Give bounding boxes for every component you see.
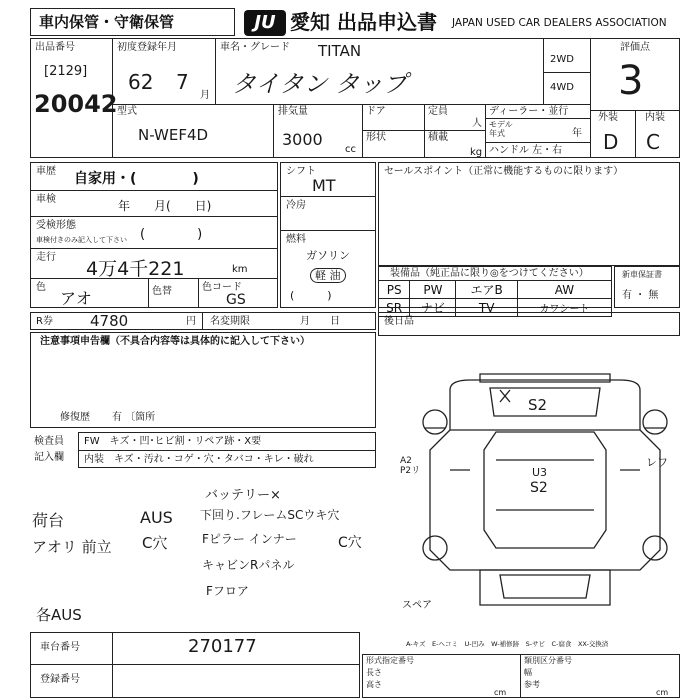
ju-logo: JU xyxy=(244,10,286,36)
model-year-label: モデル 年式 xyxy=(489,120,513,138)
inspector-interior-row: 内装 キズ・汚れ・コゲ・穴・タバコ・キレ・破れ xyxy=(84,454,314,465)
cc-unit: cc xyxy=(345,144,356,155)
acceptance-label: 受検形態 xyxy=(36,220,76,231)
equipment-item: ナビ xyxy=(410,299,456,317)
acceptance-paren: ( ) xyxy=(140,227,203,242)
repair-value: 有 〔箇所 xyxy=(112,412,156,423)
recycle-unit: 円 xyxy=(186,316,196,327)
association-name: JAPAN USED CAR DEALERS ASSOCIATION xyxy=(452,17,667,29)
fuel-diesel: 軽 油 xyxy=(310,268,346,283)
mileage-label: 走行 xyxy=(36,252,56,263)
displacement-value: 3000 xyxy=(282,130,323,149)
cm-unit: cm xyxy=(494,688,507,697)
equipment-item: PS xyxy=(379,281,410,299)
color-code-label: 色コード xyxy=(202,282,242,293)
equipment-item: SR xyxy=(379,299,410,317)
shift-value: MT xyxy=(312,176,336,195)
cm-unit: cm xyxy=(656,688,669,697)
spare-label: スペア xyxy=(402,600,432,611)
form-number-label: 形式指定番号 xyxy=(366,656,414,665)
inspector-fw-row: FW キズ・凹･ヒビ割・リペア跡・X要 xyxy=(84,436,262,447)
height-label: 高さ xyxy=(366,680,382,689)
back-sheet-block xyxy=(378,312,680,336)
diagram-mark-right: レワ xyxy=(646,456,668,469)
equipment-item: カワシート xyxy=(517,299,611,317)
registration-number-label: 登録番号 xyxy=(40,674,80,685)
registration-month: 7 xyxy=(176,70,189,94)
diagram-mark-mid-1: U3 xyxy=(532,466,548,479)
capacity-label: 定員 xyxy=(428,106,448,117)
drive-2wd: 2WD xyxy=(550,54,574,65)
equipment-label: 装備品（純正品に限り◎をつけてください） xyxy=(390,268,589,279)
equipment-item: PW xyxy=(410,281,456,299)
hw-note: AUS xyxy=(140,508,173,527)
length-label: 長さ xyxy=(366,668,382,677)
color-code-value: GS xyxy=(226,292,246,308)
interior-value: C xyxy=(646,130,660,154)
diagram-mark-left: A2 P2リ xyxy=(400,456,421,476)
width-label: 幅 xyxy=(524,668,532,677)
hw-note: 各AUS xyxy=(36,606,82,624)
hw-note: バッテリー× xyxy=(205,488,281,503)
model-name-jp: タイタン タップ xyxy=(232,70,408,98)
fuel-gasoline: ガソリン xyxy=(306,249,350,262)
chassis-label: 車台番号 xyxy=(40,642,80,653)
fuel-paren: ( ) xyxy=(290,289,332,302)
remark-label: 参考 xyxy=(524,680,540,689)
damage-legend: A-キズ E-ヘコミ U-凹み W-補修跡 S-サビ C-腐食 XX-交換済 xyxy=(406,640,609,648)
mileage-unit: km xyxy=(232,264,248,275)
diagram-mark-top: S2 xyxy=(528,396,548,414)
interior-label: 内装 xyxy=(645,112,665,123)
door-label: ドア xyxy=(366,106,386,117)
hw-note: Fフロア xyxy=(206,584,249,598)
load-unit: kg xyxy=(470,147,483,158)
hw-note: Fピラー インナー xyxy=(202,532,297,546)
fuel-label: 燃料 xyxy=(286,234,306,245)
storage-label: 車内保管・守衛保管 xyxy=(39,13,175,31)
acceptance-sub: 車検付きのみ記入して下さい xyxy=(36,236,127,244)
load-label: 積載 xyxy=(428,132,448,143)
registration-month-unit: 月 xyxy=(200,90,210,101)
form-title: 愛知 出品申込書 xyxy=(290,10,437,34)
ac-label: 冷房 xyxy=(286,200,306,211)
equipment-item: エアB xyxy=(456,281,517,299)
year-unit: 年 xyxy=(572,128,582,139)
inspection-label: 車検 xyxy=(36,194,56,205)
back-sheet-label: 後日品 xyxy=(384,316,414,327)
warranty-value: 有 ・ 無 xyxy=(622,290,659,301)
equipment-item: TV xyxy=(456,299,517,317)
exterior-label: 外装 xyxy=(598,112,618,123)
inspector-label-1: 検査員 xyxy=(34,436,64,447)
inspection-value: 年 月( 日) xyxy=(118,199,212,213)
exterior-value: D xyxy=(603,130,619,154)
hw-note: 荷台 xyxy=(32,511,65,530)
capacity-unit: 人 xyxy=(472,118,482,129)
history-label: 車歴 xyxy=(36,166,56,177)
handle-label: ハンドル 左・右 xyxy=(489,145,563,156)
storage-label-box xyxy=(30,8,235,36)
diagram-mark-mid-2: S2 xyxy=(530,480,548,496)
registration-label: 初度登録年月 xyxy=(117,42,177,53)
mileage-value: 4万4千221 xyxy=(86,258,185,280)
hw-note: キャビンRパネル xyxy=(202,558,295,572)
lot-number: 20042 xyxy=(34,90,118,118)
registration-year: 62 xyxy=(128,70,154,94)
history-value: 自家用・( ) xyxy=(74,171,199,187)
hw-note: アオリ 前立 xyxy=(32,538,112,556)
repair-label: 修復歴 xyxy=(60,412,90,423)
shift-label: シフト xyxy=(286,166,316,177)
recycle-label: R券 xyxy=(36,316,53,327)
hw-note: C穴 xyxy=(142,534,168,552)
shape-label: 形状 xyxy=(366,132,386,143)
drive-4wd: 4WD xyxy=(550,82,574,93)
color-label: 色 xyxy=(36,282,46,293)
rating-value: 3 xyxy=(618,58,644,104)
sales-point-label: セールスポイント（正常に機能するものに限ります） xyxy=(384,166,624,177)
lot-code: [2129] xyxy=(44,64,88,79)
hw-note: 下回り.フレームSCウキ穴 xyxy=(200,508,340,522)
color-value: アオ xyxy=(60,289,92,308)
model-name-label: 車名・グレード xyxy=(220,42,290,53)
chassis-value: 270177 xyxy=(188,636,257,657)
lot-label: 出品番号 xyxy=(35,42,75,53)
model-name-en: TITAN xyxy=(318,42,362,60)
dealer-label: ディーラー・並行 xyxy=(489,106,569,117)
color-change-label: 色替 xyxy=(152,286,172,297)
inspector-label-2: 記入欄 xyxy=(34,452,64,463)
warranty-label: 新車保証書 xyxy=(622,270,662,279)
recycle-value: 4780 xyxy=(90,312,129,330)
displacement-label: 排気量 xyxy=(278,106,308,117)
sales-block xyxy=(378,162,680,266)
rating-label: 評価点 xyxy=(620,42,650,53)
equipment-item: AW xyxy=(517,281,611,299)
name-change-value: 月 日 xyxy=(300,316,340,327)
hw-note: C穴 xyxy=(338,535,362,551)
class-number-label: 類別区分番号 xyxy=(524,656,572,665)
name-change-label: 名変期限 xyxy=(210,316,250,327)
notes-label: 注意事項申告欄（不具合内容等は具体的に記入して下さい） xyxy=(40,336,310,347)
type-value: N-WEF4D xyxy=(138,126,209,144)
type-label: 型式 xyxy=(117,106,137,117)
